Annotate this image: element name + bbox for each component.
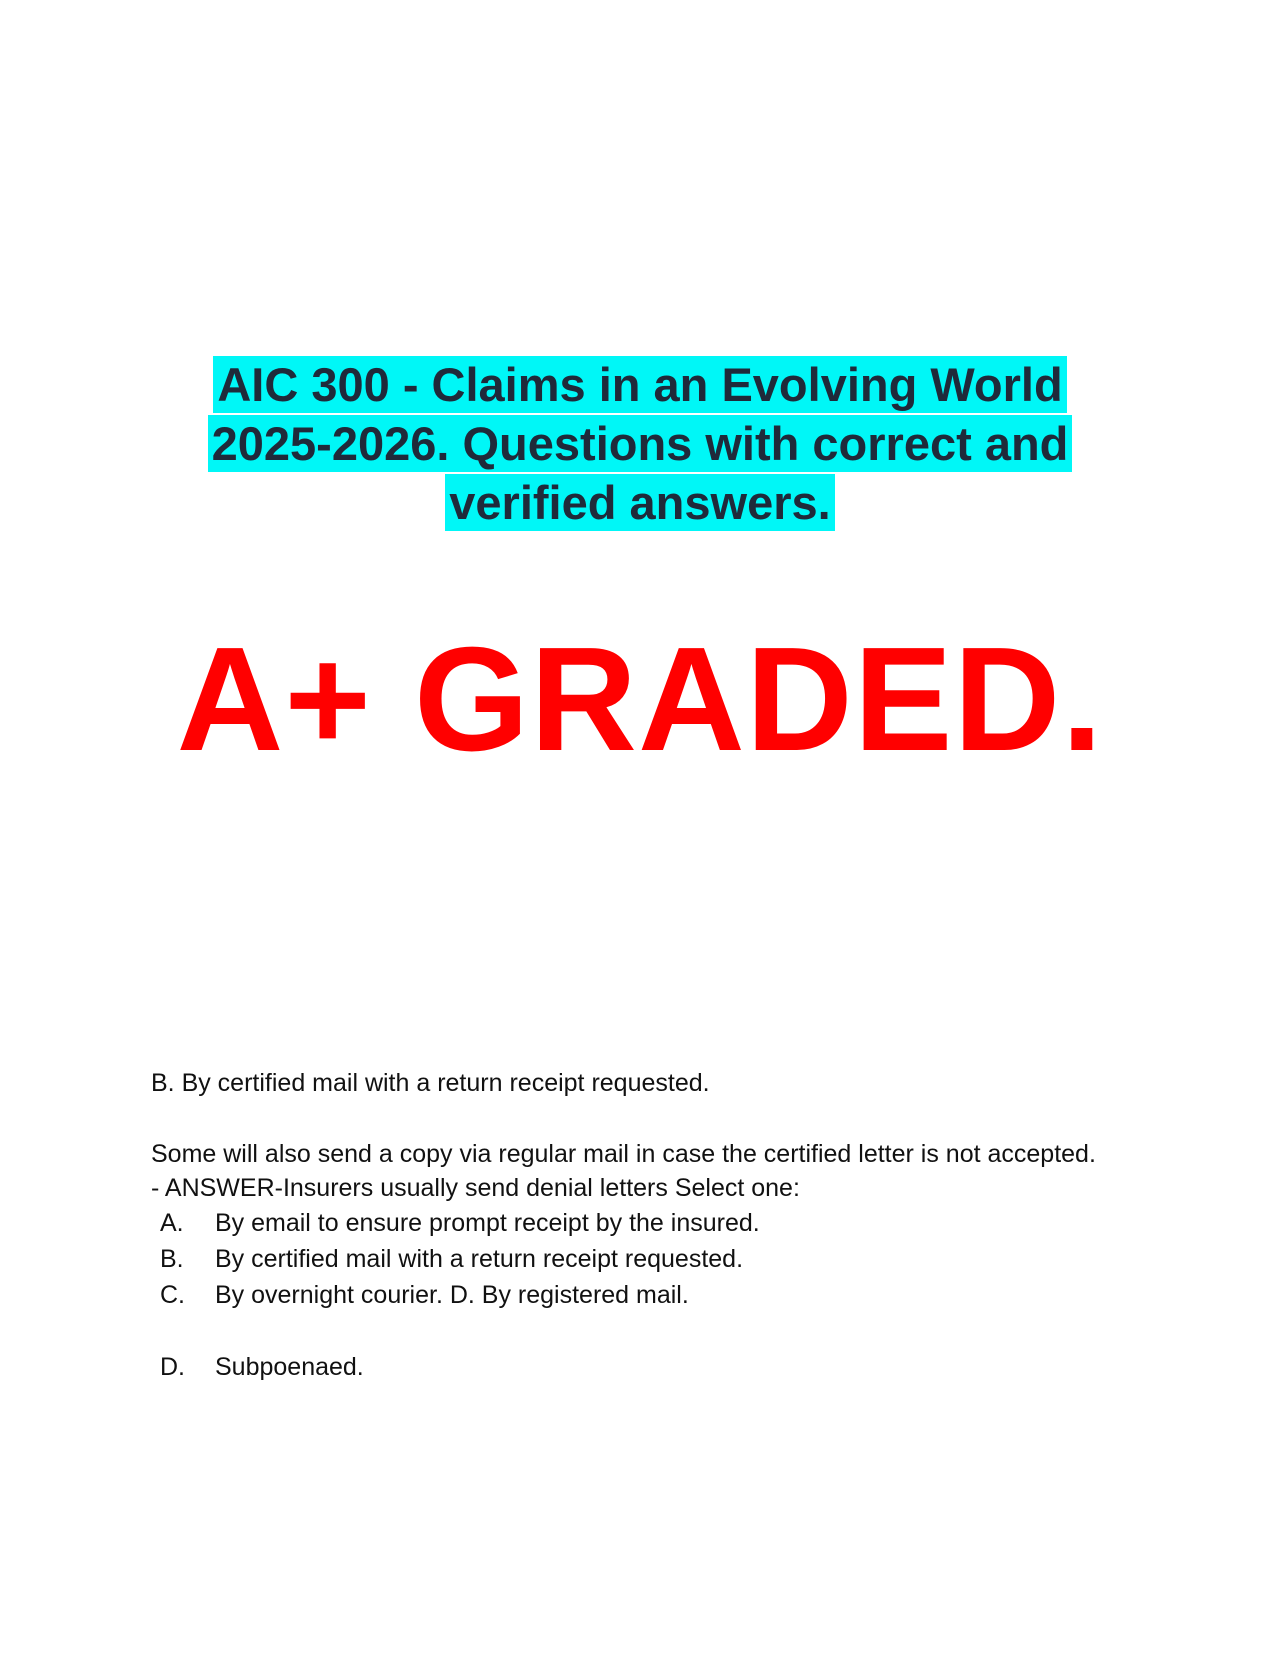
title-line-3: verified answers. xyxy=(445,474,834,531)
title-line-2: 2025-2026. Questions with correct and xyxy=(208,415,1073,472)
option-text: By certified mail with a return receipt requested. xyxy=(215,1245,744,1273)
list-item xyxy=(151,1349,1111,1385)
option-text: By overnight courier. D. By registered mail. xyxy=(215,1281,689,1309)
title-line-1: AIC 300 - Claims in an Evolving World xyxy=(213,356,1066,413)
option-letter: D. xyxy=(160,1353,185,1381)
question-text: Some will also send a copy via regular mail in case the certified letter is not accepted. - ANSWER-Insurers usually send denial letters Select one: xyxy=(151,1140,1096,1202)
list-item xyxy=(151,1277,1111,1313)
answer-line: B. By certified mail with a return receipt requested. xyxy=(151,1069,710,1097)
list-spacer xyxy=(151,1313,1111,1349)
list-item xyxy=(151,1205,1111,1241)
document-title xyxy=(0,355,1280,532)
option-letter: B. xyxy=(160,1245,184,1273)
option-text: By email to ensure prompt receipt by the insured. xyxy=(215,1209,760,1237)
option-text: Subpoenaed. xyxy=(215,1353,364,1381)
option-letter: A. xyxy=(160,1209,184,1237)
list-item xyxy=(151,1241,1111,1277)
option-letter: C. xyxy=(160,1281,185,1309)
grade-banner: A+ GRADED. xyxy=(176,617,1104,782)
options-list xyxy=(151,1205,1111,1385)
